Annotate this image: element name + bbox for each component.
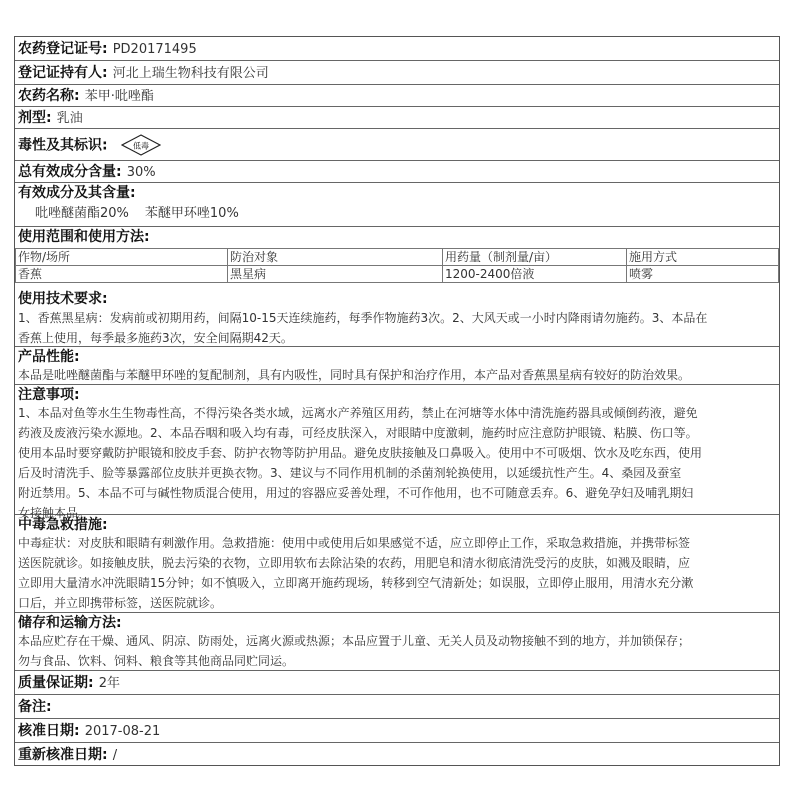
usage-cell-dosage: 1200-2400倍液 [443,266,627,283]
storage-text [18,631,775,671]
warranty-label: 质量保证期: [18,675,94,691]
warranty-value: 2年 [98,676,120,691]
holder-label: 登记证持有人: [18,65,108,81]
holder-row [15,61,779,85]
ingredient-2: 苯醚甲环唑10% [144,206,239,221]
reapproval-value: / [112,748,118,763]
ingredients-list [35,204,239,224]
storage-line: 本品应贮存在干燥、通风、阴凉、防雨处，远离火源或热源；本品应置于儿童、无关人员及动物接触不到的地方，并加锁保存； [18,634,691,648]
name-label: 农药名称: [18,88,80,104]
form-row [15,107,779,129]
toxicity-label: 毒性及其标识: [18,137,108,154]
notes-line: 1、本品对鱼等水生生物毒性高，不得污染各类水域，远离水产养殖区用药，禁止在河塘等水体中清洗施药器具或倾倒药液，避免 [18,406,698,420]
performance-label: 产品性能: [18,349,80,365]
ingredients-row [15,183,779,227]
usage-label: 使用范围和使用方法: [18,229,150,245]
notes-row [15,385,779,520]
approval-value: 2017-08-21 [84,724,161,739]
table-row [16,266,779,283]
usage-row [15,227,779,285]
tech-line: 香蕉上使用，每季最多施药3次，安全间隔期42天。 [18,331,293,345]
first-aid-line: 口后，并立即携带标签，送医院就诊。 [18,596,223,610]
ingredient-1: 吡唑醚菌酯20% [35,206,129,221]
storage-row [15,613,779,671]
form-value: 乳油 [56,111,83,126]
first-aid-line: 立即用大量清水冲洗眼睛15分钟；如不慎吸入，立即离开施药现场，转移到空气清新处；如误服，立即停止服用，用清水充分漱 [18,576,694,590]
usage-table-header [16,249,779,266]
first-aid-label: 中毒急救措施: [18,517,108,533]
storage-line: 勿与食品、饮料、饲料、粮食等其他商品同贮同运。 [18,654,295,668]
toxicity-badge-text: 低毒 [132,141,149,151]
usage-table [15,248,779,283]
usage-cell-crop: 香蕉 [16,266,228,283]
name-value: 苯甲·吡唑酯 [84,89,154,104]
notes-line: 附近禁用。5、本品不可与碱性物质混合使用，用过的容器应妥善处理，不可作他用，也不可随意丢弃。6、避免孕妇及哺乳期妇 [18,486,694,500]
reapproval-label: 重新核准日期: [18,747,108,763]
ingredients-label: 有效成分及其含量: [18,185,136,201]
tech-row [15,289,779,347]
tech-line: 1、香蕉黑星病：发病前或初期用药，间隔10-15天连续施药，每季作物施药3次。2、大风天或一小时内降雨请勿施药。3、本品在 [18,311,708,325]
name-row [15,85,779,107]
tech-label: 使用技术要求: [18,291,108,307]
form-label: 剂型: [18,110,52,126]
usage-cell-target: 黑星病 [228,266,443,283]
low-toxicity-diamond-icon [121,134,161,156]
notes-line: 女接触本品。 [18,506,91,520]
holder-value: 河北上瑞生物科技有限公司 [112,66,269,81]
usage-header-crop: 作物/场所 [16,249,228,266]
approval-label: 核准日期: [18,723,80,739]
notes-line: 使用本品时要穿戴防护眼镜和胶皮手套、防护衣物等防护用品。避免皮肤接触及口鼻吸入。使用中不可吸烟、饮水及吃东西，使用 [18,446,703,460]
reapproval-row [15,743,779,767]
total-content-label: 总有效成分含量: [18,164,122,180]
tech-text [18,308,775,348]
first-aid-line: 送医院就诊。如接触皮肤，脱去污染的衣物，立即用软布去除沾染的农药，用肥皂和清水彻底清洗受污的皮肤，如溅及眼睛，应 [18,556,691,570]
notes-line: 后及时清洗手、脸等暴露部位皮肤并更换衣物。3、建议与不同作用机制的杀菌剂轮换使用，以延缓抗性产生。4、桑园及蚕室 [18,466,682,480]
first-aid-text [18,533,775,613]
total-content-row [15,161,779,183]
toxicity-row [15,129,779,161]
total-content-value: 30% [126,165,156,180]
performance-line: 本品是吡唑醚菌酯与苯醚甲环唑的复配制剂，具有内吸性，同时具有保护和治疗作用，本产品对香蕉黑星病有较好的防治效果。 [18,368,691,382]
usage-header-target: 防治对象 [228,249,443,266]
label-document [14,36,780,766]
first-aid-row [15,515,779,613]
usage-header-method: 施用方式 [627,249,779,266]
first-aid-line: 中毒症状：对皮肤和眼睛有刺激作用。急救措施：使用中或使用后如果感觉不适，应立即停止工作，采取急救措施，并携带标签 [18,536,691,550]
warranty-row [15,671,779,695]
reg-no-label: 农药登记证号: [18,41,108,57]
remarks-label: 备注: [18,699,52,715]
reg-no-row [15,37,779,61]
usage-cell-method: 喷雾 [627,266,779,283]
performance-text [18,365,775,385]
storage-label: 储存和运输方法: [18,615,122,631]
notes-line: 药液及废液污染水源地。2、本品吞咽和吸入均有毒，可经皮肤深入，对眼睛中度激刺，施药时应注意防护眼镜、粘膜、伤口等。 [18,426,698,440]
usage-header-dosage: 用药量（制剂量/亩） [443,249,627,266]
performance-row [15,347,779,385]
reg-no-value: PD20171495 [112,42,197,57]
remarks-row [15,695,779,719]
approval-row [15,719,779,743]
notes-label: 注意事项: [18,387,80,403]
notes-text [18,403,775,523]
